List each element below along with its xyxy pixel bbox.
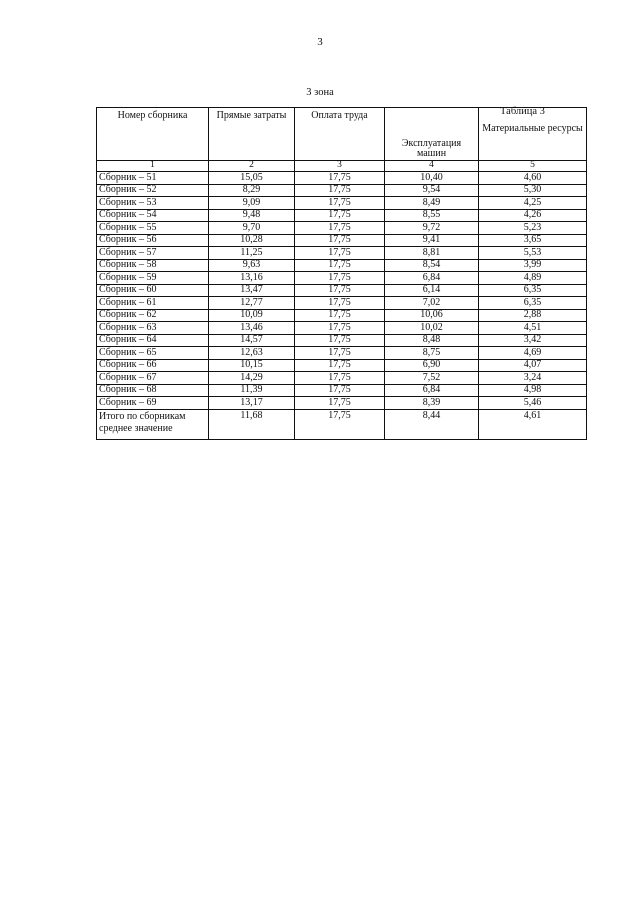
table-row — [97, 272, 587, 285]
zone-title: 3 зона — [306, 87, 334, 98]
total-row — [97, 409, 587, 439]
row-direct-costs: 14,57 — [209, 334, 295, 347]
row-material-resources: 4,07 — [479, 359, 587, 372]
row-collection-name: Сборник – 55 — [97, 222, 209, 235]
row-material-resources: 6,35 — [479, 284, 587, 297]
row-machine-operation: 8,48 — [385, 334, 479, 347]
total-label-line: среднее значение — [99, 423, 173, 434]
row-labor-pay: 17,75 — [295, 309, 385, 322]
row-machine-operation: 6,84 — [385, 272, 479, 285]
row-direct-costs: 9,70 — [209, 222, 295, 235]
table-row — [97, 284, 587, 297]
total-direct-costs: 11,68 — [209, 409, 295, 439]
table-row — [97, 334, 587, 347]
total-material-resources: 4,61 — [479, 409, 587, 439]
row-material-resources: 6,35 — [479, 297, 587, 310]
row-machine-operation: 8,55 — [385, 209, 479, 222]
row-direct-costs: 13,16 — [209, 272, 295, 285]
row-collection-name: Сборник – 51 — [97, 172, 209, 185]
row-direct-costs: 10,15 — [209, 359, 295, 372]
row-material-resources: 3,65 — [479, 234, 587, 247]
header-machine-operation: Эксплуатация машин — [385, 108, 479, 161]
row-material-resources: 4,25 — [479, 197, 587, 210]
row-labor-pay: 17,75 — [295, 372, 385, 385]
row-machine-operation: 10,02 — [385, 322, 479, 335]
row-labor-pay: 17,75 — [295, 234, 385, 247]
table-row — [97, 372, 587, 385]
row-collection-name: Сборник – 57 — [97, 247, 209, 260]
table-row — [97, 209, 587, 222]
row-material-resources: 3,42 — [479, 334, 587, 347]
column-number-row — [97, 161, 587, 172]
row-direct-costs: 12,77 — [209, 297, 295, 310]
row-machine-operation: 8,81 — [385, 247, 479, 260]
row-collection-name: Сборник – 69 — [97, 397, 209, 410]
row-direct-costs: 8,29 — [209, 184, 295, 197]
table-row — [97, 247, 587, 260]
row-material-resources: 4,60 — [479, 172, 587, 185]
row-material-resources: 5,46 — [479, 397, 587, 410]
row-direct-costs: 13,47 — [209, 284, 295, 297]
row-machine-operation: 7,52 — [385, 372, 479, 385]
total-label-line: Итого по сборникам — [99, 410, 186, 422]
table-row — [97, 322, 587, 335]
table-row — [97, 359, 587, 372]
row-machine-operation: 8,75 — [385, 347, 479, 360]
row-machine-operation: 10,40 — [385, 172, 479, 185]
row-material-resources: 4,98 — [479, 384, 587, 397]
row-labor-pay: 17,75 — [295, 247, 385, 260]
table-row — [97, 347, 587, 360]
row-direct-costs: 12,63 — [209, 347, 295, 360]
row-labor-pay: 17,75 — [295, 347, 385, 360]
row-direct-costs: 10,28 — [209, 234, 295, 247]
row-labor-pay: 17,75 — [295, 259, 385, 272]
row-machine-operation: 6,90 — [385, 359, 479, 372]
row-machine-operation: 8,39 — [385, 397, 479, 410]
header-labor-pay: Оплата труда — [295, 108, 385, 161]
total-labor-pay: 17,75 — [295, 409, 385, 439]
table-row — [97, 172, 587, 185]
row-labor-pay: 17,75 — [295, 197, 385, 210]
row-collection-name: Сборник – 67 — [97, 372, 209, 385]
row-machine-operation: 9,54 — [385, 184, 479, 197]
row-machine-operation: 8,49 — [385, 197, 479, 210]
total-label — [97, 409, 209, 439]
row-direct-costs: 9,48 — [209, 209, 295, 222]
column-number: 4 — [385, 161, 479, 172]
table-row — [97, 384, 587, 397]
row-direct-costs: 14,29 — [209, 372, 295, 385]
row-labor-pay: 17,75 — [295, 322, 385, 335]
row-labor-pay: 17,75 — [295, 384, 385, 397]
row-labor-pay: 17,75 — [295, 209, 385, 222]
header-direct-costs: Прямые затраты — [209, 108, 295, 161]
table-row — [97, 222, 587, 235]
row-material-resources: 5,23 — [479, 222, 587, 235]
row-direct-costs: 15,05 — [209, 172, 295, 185]
row-material-resources: 3,24 — [479, 372, 587, 385]
table-row — [97, 259, 587, 272]
data-table — [96, 107, 587, 440]
row-machine-operation: 10,06 — [385, 309, 479, 322]
table-body — [97, 172, 587, 410]
row-collection-name: Сборник – 59 — [97, 272, 209, 285]
row-material-resources: 5,53 — [479, 247, 587, 260]
row-material-resources: 4,89 — [479, 272, 587, 285]
row-machine-operation: 9,41 — [385, 234, 479, 247]
row-direct-costs: 13,46 — [209, 322, 295, 335]
row-collection-name: Сборник – 68 — [97, 384, 209, 397]
table-row — [97, 309, 587, 322]
row-labor-pay: 17,75 — [295, 297, 385, 310]
row-collection-name: Сборник – 62 — [97, 309, 209, 322]
row-labor-pay: 17,75 — [295, 272, 385, 285]
row-collection-name: Сборник – 64 — [97, 334, 209, 347]
row-labor-pay: 17,75 — [295, 172, 385, 185]
row-collection-name: Сборник – 52 — [97, 184, 209, 197]
row-collection-name: Сборник – 53 — [97, 197, 209, 210]
page-number: 3 — [317, 36, 323, 48]
row-collection-name: Сборник – 65 — [97, 347, 209, 360]
table-row — [97, 297, 587, 310]
row-machine-operation: 7,02 — [385, 297, 479, 310]
row-material-resources: 4,51 — [479, 322, 587, 335]
header-material-resources: Материальные ресурсы — [479, 108, 587, 161]
row-collection-name: Сборник – 56 — [97, 234, 209, 247]
row-material-resources: 3,99 — [479, 259, 587, 272]
column-number: 5 — [479, 161, 587, 172]
row-labor-pay: 17,75 — [295, 397, 385, 410]
table-row — [97, 234, 587, 247]
row-machine-operation: 8,54 — [385, 259, 479, 272]
row-labor-pay: 17,75 — [295, 222, 385, 235]
row-labor-pay: 17,75 — [295, 284, 385, 297]
row-machine-operation: 9,72 — [385, 222, 479, 235]
header-collection-number: Номер сборника — [97, 108, 209, 161]
row-material-resources: 2,88 — [479, 309, 587, 322]
table-row — [97, 397, 587, 410]
column-number: 3 — [295, 161, 385, 172]
column-number: 2 — [209, 161, 295, 172]
row-collection-name: Сборник – 60 — [97, 284, 209, 297]
table-row — [97, 197, 587, 210]
row-material-resources: 5,30 — [479, 184, 587, 197]
row-direct-costs: 11,39 — [209, 384, 295, 397]
row-direct-costs: 9,63 — [209, 259, 295, 272]
row-material-resources: 4,69 — [479, 347, 587, 360]
row-direct-costs: 10,09 — [209, 309, 295, 322]
row-labor-pay: 17,75 — [295, 334, 385, 347]
row-labor-pay: 17,75 — [295, 184, 385, 197]
row-collection-name: Сборник – 66 — [97, 359, 209, 372]
row-machine-operation: 6,84 — [385, 384, 479, 397]
row-collection-name: Сборник – 58 — [97, 259, 209, 272]
row-collection-name: Сборник – 54 — [97, 209, 209, 222]
table-row — [97, 184, 587, 197]
row-direct-costs: 13,17 — [209, 397, 295, 410]
column-number: 1 — [97, 161, 209, 172]
row-material-resources: 4,26 — [479, 209, 587, 222]
row-direct-costs: 9,09 — [209, 197, 295, 210]
table-header-row — [97, 108, 587, 161]
row-collection-name: Сборник – 61 — [97, 297, 209, 310]
row-collection-name: Сборник – 63 — [97, 322, 209, 335]
row-labor-pay: 17,75 — [295, 359, 385, 372]
row-direct-costs: 11,25 — [209, 247, 295, 260]
total-machine-operation: 8,44 — [385, 409, 479, 439]
row-machine-operation: 6,14 — [385, 284, 479, 297]
table-caption: Таблица 3 — [500, 106, 545, 117]
